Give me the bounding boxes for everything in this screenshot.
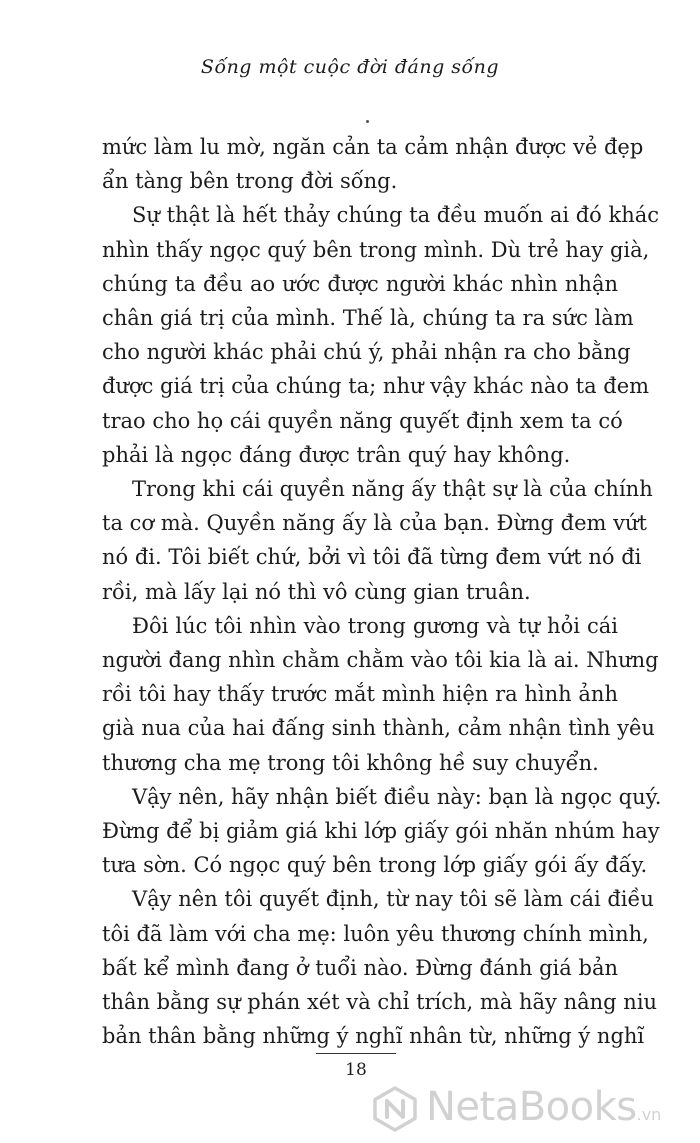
text-line: Vậy nên tôi quyết định, từ nay tôi sẽ làm cái điều xyxy=(132,887,654,912)
text-line: nó đi. Tôi biết chứ, bởi vì tôi đã từng đem vứt nó đi xyxy=(102,545,642,570)
text-line: ta cơ mà. Quyền năng ấy là của bạn. Đừng đem vứt xyxy=(102,511,647,536)
text-line: chân giá trị của mình. Thế là, chúng ta ra sức làm xyxy=(102,306,634,331)
text-line: thương cha mẹ trong tôi không hề suy chuyển. xyxy=(102,750,599,775)
text-line: Sự thật là hết thảy chúng ta đều muốn ai đó khác xyxy=(132,203,660,228)
text-line: người đang nhìn chằm chằm vào tôi kia là ai. Nhưng xyxy=(102,648,659,673)
watermark-text: NetaBooks.vn xyxy=(426,1084,662,1130)
text-line: Trong khi cái quyền năng ấy thật sự là của chính xyxy=(132,477,653,502)
text-line: cho người khác phải chú ý, phải nhận ra cho bằng xyxy=(102,340,631,365)
watermark xyxy=(372,1080,692,1136)
text-line: tưa sờn. Có ngọc quý bên trong lớp giấy gói ấy đấy. xyxy=(102,853,648,878)
decorative-dot xyxy=(366,120,369,123)
text-line: phải là ngọc đáng được trân quý hay không. xyxy=(102,442,571,467)
text-line: chúng ta đều ao ước được người khác nhìn nhận xyxy=(102,271,618,296)
text-line: rồi tôi hay thấy trước mắt mình hiện ra hình ảnh xyxy=(102,682,618,707)
text-line: bản thân bằng những ý nghĩ nhân từ, những ý nghĩ xyxy=(102,1024,645,1049)
text-line: nhìn thấy ngọc quý bên trong mình. Dù trẻ hay già, xyxy=(102,237,650,262)
page-number: 18 xyxy=(345,1060,367,1080)
text-line: tôi đã làm với cha mẹ: luôn yêu thương chính mình, xyxy=(102,921,649,946)
body-text xyxy=(102,130,662,1053)
text-line: ẩn tàng bên trong đời sống. xyxy=(102,169,398,194)
text-line: già nua của hai đấng sinh thành, cảm nhận tình yêu xyxy=(102,716,655,741)
text-line: Đôi lúc tôi nhìn vào trong gương và tự hỏi cái xyxy=(132,613,618,638)
text-line: trao cho họ cái quyền năng quyết định xem ta có xyxy=(102,408,623,433)
footer-rule xyxy=(316,1053,396,1054)
text-line: thân bằng sự phán xét và chỉ trích, mà hãy nâng niu xyxy=(102,990,658,1015)
running-header: Sống một cuộc đời đáng sống xyxy=(200,56,500,78)
text-line: mức làm lu mờ, ngăn cản ta cảm nhận được vẻ đẹp xyxy=(102,135,644,159)
text-line: Đừng để bị giảm giá khi lớp giấy gói nhăn nhúm hay xyxy=(102,819,660,844)
text-line: bất kể mình đang ở tuổi nào. Đừng đánh giá bản xyxy=(102,955,618,980)
text-line: rồi, mà lấy lại nó thì vô cùng gian truân. xyxy=(102,579,531,604)
text-line: được giá trị của chúng ta; như vậy khác nào ta đem xyxy=(102,374,650,399)
text-line: Vậy nên, hãy nhận biết điều này: bạn là ngọc quý. xyxy=(132,784,662,809)
netabooks-logo-icon xyxy=(372,1086,418,1132)
